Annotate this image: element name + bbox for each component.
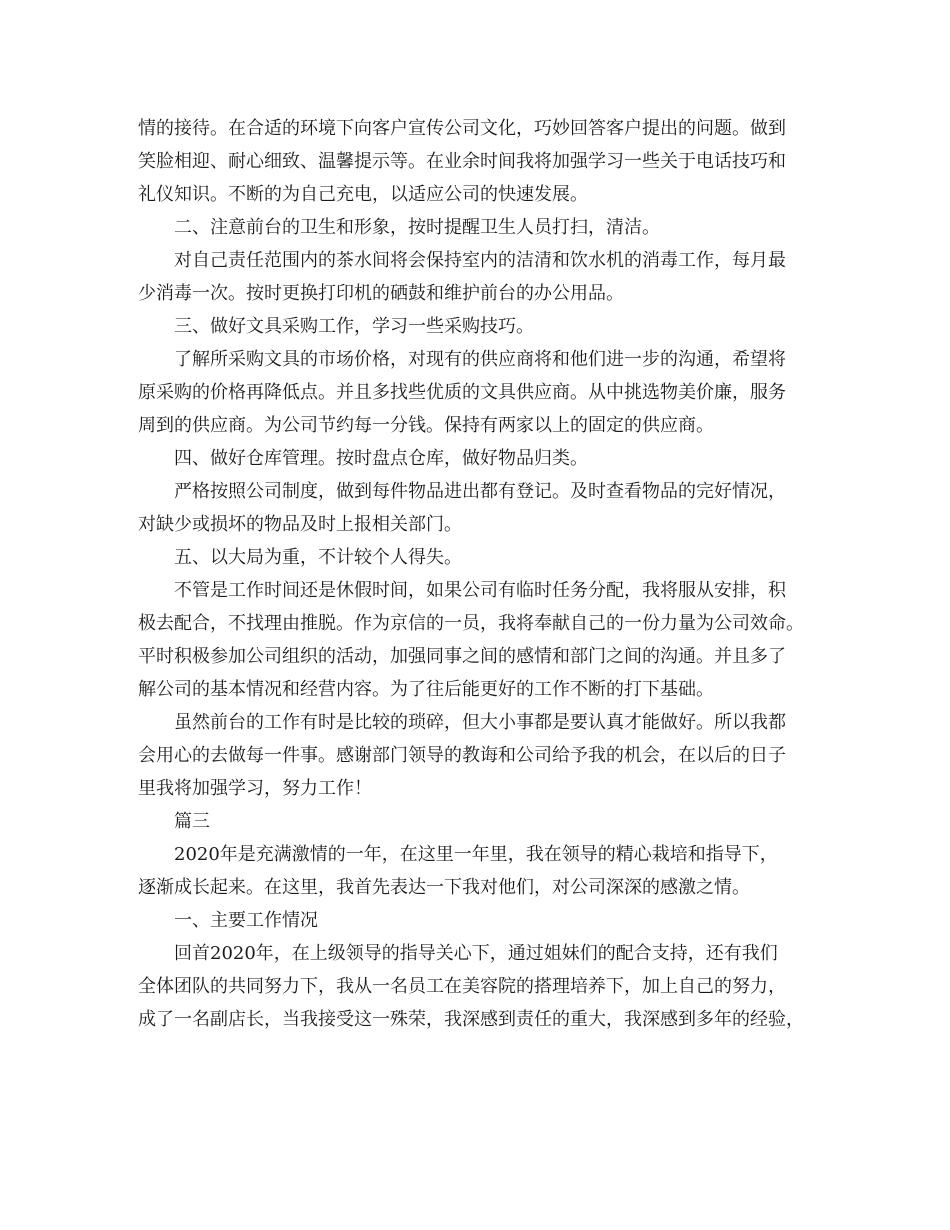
text-line: 虽然前台的工作有时是比较的琐碎，但大小事都是要认真才能做好。所以我都	[138, 712, 786, 733]
text-line: 成了一名副店长，当我接受这一殊荣，我深感到责任的重大，我深感到多年的经验，	[138, 1009, 804, 1030]
text-line: 不管是工作时间还是休假时间，如果公司有临时任务分配，我将服从安排，积	[138, 580, 786, 601]
section-heading: 五、以大局为重，不计较个人得失。	[138, 547, 462, 568]
text-line: 笑脸相迎、耐心细致、温馨提示等。在业余时间我将加强学习一些关于电话技巧和	[138, 151, 786, 172]
text-line: 2020年是充满激情的一年，在这里一年里，我在领导的精心栽培和指导下，	[138, 844, 778, 865]
text-line: 对缺少或损坏的物品及时上报相关部门。	[138, 514, 462, 535]
text-line: 回首2020年，在上级领导的指导关心下，通过姐妹们的配合支持，还有我们	[138, 943, 778, 964]
section-heading: 三、做好文具采购工作，学习一些采购技巧。	[138, 316, 534, 337]
text-line: 原采购的价格再降低点。并且多找些优质的文具供应商。从中挑选物美价廉，服务	[138, 382, 786, 403]
text-line: 礼仪知识。不断的为自己充电，以适应公司的快速发展。	[138, 184, 588, 205]
document-body	[138, 112, 828, 1036]
text-line: 严格按照公司制度，做到每件物品进出都有登记。及时查看物品的完好情况，	[138, 481, 786, 502]
chapter-heading: 篇三	[138, 811, 210, 832]
text-line: 全体团队的共同努力下，我从一名员工在美容院的搭理培养下，加上自己的努力，	[138, 976, 786, 997]
text-line: 平时积极参加公司组织的活动，加强同事之间的感情和部门之间的沟通。并且多了	[138, 646, 786, 667]
section-heading: 二、注意前台的卫生和形象，按时提醒卫生人员打扫，清洁。	[138, 217, 660, 238]
text-line: 会用心的去做每一件事。感谢部门领导的教诲和公司给予我的机会，在以后的日子	[138, 745, 786, 766]
text-line: 情的接待。在合适的环境下向客户宣传公司文化，巧妙回答客户提出的问题。做到	[138, 118, 786, 139]
text-line: 极去配合，不找理由推脱。作为京信的一员，我将奉献自己的一份力量为公司效命。	[138, 613, 804, 634]
text-line: 了解所采购文具的市场价格，对现有的供应商将和他们进一步的沟通，希望将	[138, 349, 786, 370]
section-heading: 四、做好仓库管理。按时盘点仓库，做好物品归类。	[138, 448, 588, 469]
text-line: 解公司的基本情况和经营内容。为了往后能更好的工作不断的打下基础。	[138, 679, 714, 700]
text-line: 对自己责任范围内的茶水间将会保持室内的洁清和饮水机的消毒工作，每月最	[138, 250, 786, 271]
section-heading: 一、主要工作情况	[138, 910, 318, 931]
text-line: 周到的供应商。为公司节约每一分钱。保持有两家以上的固定的供应商。	[138, 415, 714, 436]
text-line: 里我将加强学习，努力工作！	[138, 778, 372, 799]
text-line: 逐渐成长起来。在这里，我首先表达一下我对他们，对公司深深的感激之情。	[138, 877, 750, 898]
text-line: 少消毒一次。按时更换打印机的硒鼓和维护前台的办公用品。	[138, 283, 624, 304]
